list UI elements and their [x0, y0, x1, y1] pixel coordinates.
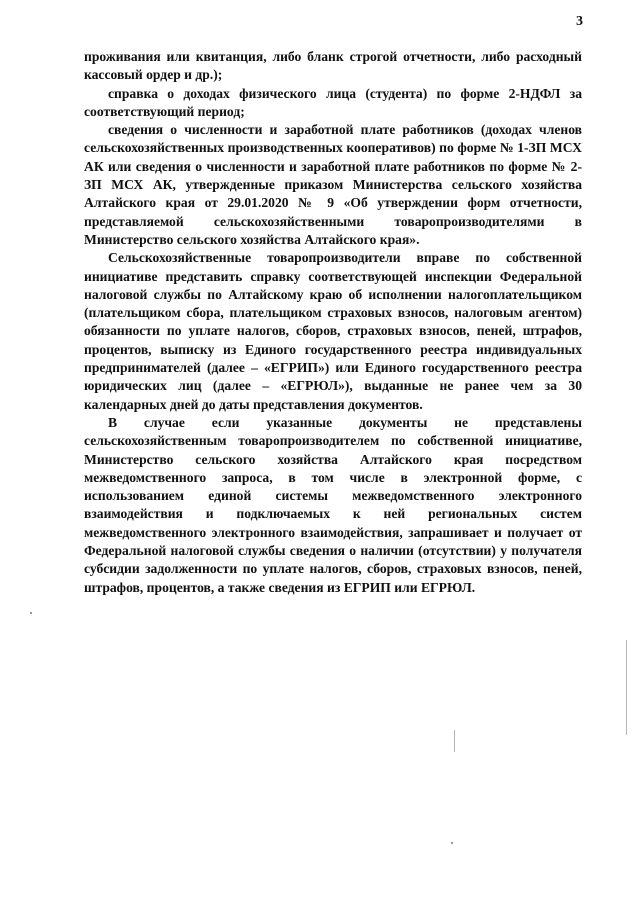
paragraph-income-certificate: справка о доходах физического лица (студента) по форме 2-НДФЛ за соответствующий период; — [84, 85, 582, 119]
scan-mark — [626, 640, 627, 735]
scan-speck — [30, 612, 32, 614]
paragraph-employee-info: сведения о численности и заработной плате работников (доходах членов сельскохозяйственных производственных кооперативов) по форме № 1-ЗП МСХ АК или сведения о численности и заработной плате работников по форме № 2-ЗП МСХ АК, утвержденные приказом Министерства сельского хозяйства Алтайского края от 29.01.2020 № 9 «Об утверждении форм отчетности, представляемой сельскохозяйственными товаропроизводителями в Министерство сельского хозяйства Алтайского края». — [84, 122, 582, 247]
document-body — [84, 48, 582, 597]
page-number: 3 — [576, 14, 583, 29]
scan-mark — [454, 730, 455, 752]
paragraph-interagency-request: В случае если указанные документы не представлены сельскохозяйственным товаропроизводителем по собственной инициативе, Министерство сельского хозяйства Алтайского края посредством межведомственного запроса, в том числе в электронной форме, с использованием единой системы межведомственного электронного взаимодействия и подключаемых к ней региональных систем межведомственного электронного взаимодействия, запрашивает и получает от Федеральной налоговой службы сведения о наличии (отсутствии) у получателя субсидии задолженности по уплате налогов, сборов, страховых взносов, пеней, штрафов, процентов, а также сведения из ЕГРИП или ЕГРЮЛ. — [84, 414, 582, 595]
paragraph-producer-rights: Сельскохозяйственные товаропроизводители вправе по собственной инициативе представить справку соответствующей инспекции Федеральной налоговой службы по Алтайскому краю об исполнении налогоплательщиком (плательщиком сбора, плательщиком страховых взносов, налоговым агентом) обязанности по уплате налогов, сборов, страховых взносов, пеней, штрафов, процентов, выписку из Единого государственного реестра индивидуальных предпринимателей (далее – «ЕГРИП») или Единого государственного реестра юридических лиц (далее – «ЕГРЮЛ»), выданные не ранее чем за 30 календарных дней до даты представления документов. — [84, 250, 582, 412]
scan-speck — [451, 842, 453, 844]
paragraph-continuation: проживания или квитанция, либо бланк строгой отчетности, либо расходный кассовый ордер и др.); — [84, 49, 582, 83]
